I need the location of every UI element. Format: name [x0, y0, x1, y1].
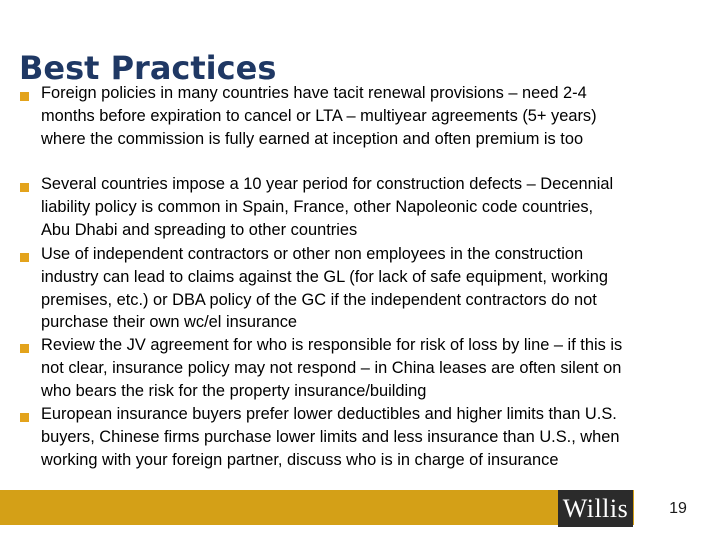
bullet-square-icon [20, 344, 29, 353]
bullet-line: Several countries impose a 10 year period for construction defects – Decennial [41, 175, 614, 193]
bullet-line: industry can lead to claims against the GL (for lack of safe equipment, working [41, 267, 608, 286]
bullet-square-icon [20, 253, 29, 262]
bullet-square-icon [20, 413, 29, 422]
bullet-line: Use of independent contractors or other non employees in the construction [41, 245, 584, 263]
bullet-line: Abu Dhabi and spreading to other countries [41, 220, 358, 239]
bullet-line: buyers, Chinese firms purchase lower limits and less insurance than U.S., when [41, 427, 620, 446]
bullet-line: working with your foreign partner, discuss who is in charge of insurance [41, 450, 559, 469]
bullet-text [41, 82, 687, 150]
bullet-text [41, 173, 687, 241]
bullet-line: Foreign policies in many countries have tacit renewal provisions – need 2-4 [41, 84, 587, 102]
bullet-line: Review the JV agreement for who is responsible for risk of loss by line – if this is [41, 336, 623, 354]
slide-title: Best Practices [19, 49, 277, 87]
bullet-line: months before expiration to cancel or LTA – multiyear agreements (5+ years) [41, 106, 597, 125]
bullet-text [41, 334, 687, 402]
bullet-line: purchase their own wc/el insurance [41, 313, 298, 332]
bullet-line: European insurance buyers prefer lower deductibles and higher limits than U.S. [41, 405, 617, 423]
bullet-line: premises, etc.) or DBA policy of the GC if the independent contractors do not [41, 290, 597, 309]
bullet-line: who bears the risk for the property insurance/building [41, 381, 427, 400]
bullet-square-icon [20, 183, 29, 192]
page-number: 19 [636, 490, 720, 527]
bullet-square-icon [20, 92, 29, 101]
bullet-text [41, 243, 687, 334]
bullet-line: liability policy is common in Spain, France, other Napoleonic code countries, [41, 197, 594, 216]
willis-logo: Willis [558, 490, 633, 527]
bullet-text [41, 403, 687, 471]
bullet-line: not clear, insurance policy may not respond – in China leases are often silent on [41, 358, 622, 377]
bullet-line: where the commission is fully earned at inception and often premium is too [41, 129, 584, 148]
